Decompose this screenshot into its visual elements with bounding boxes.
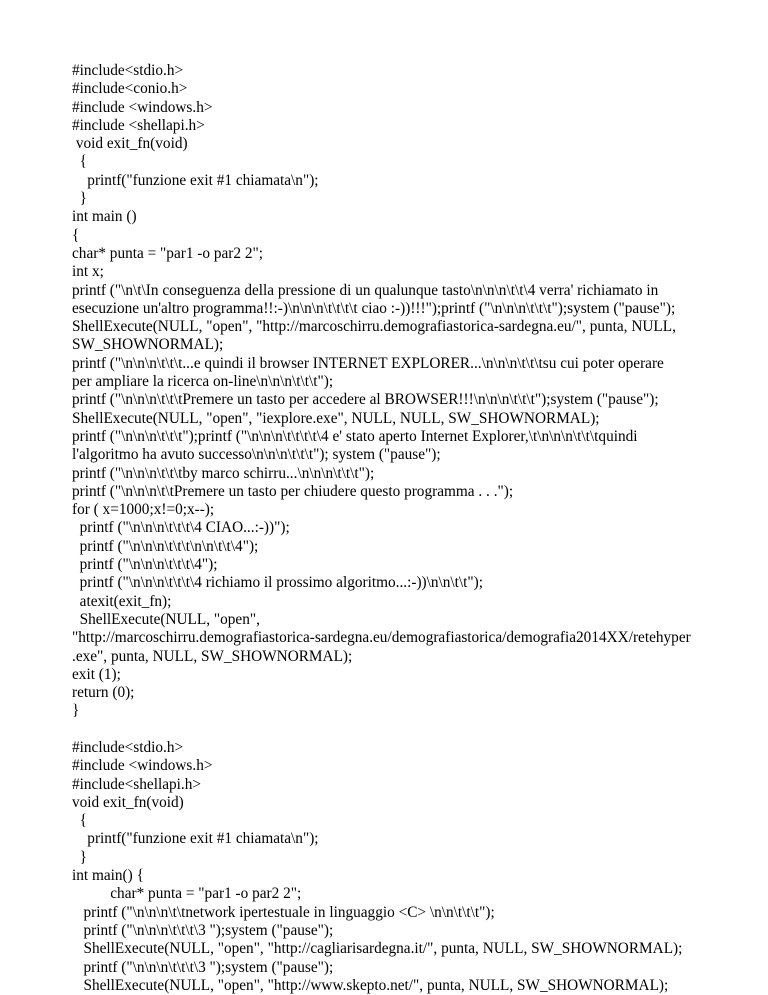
- code-line: char* punta = "par1 -o par2 2";: [72, 885, 302, 903]
- code-line: printf ("\n\n\n\t\t\t...e quindi il browser INTERNET EXPLORER...\n\n\n\t\t\tsu cui poter operare: [72, 354, 664, 372]
- code-line: printf("funzione exit #1 chiamata\n");: [72, 171, 319, 189]
- code-line: char* punta = "par1 -o par2 2";: [72, 244, 264, 262]
- code-line: printf ("\n\n\n\t\tPremere un tasto per chiudere questo programma . . .");: [72, 482, 514, 500]
- code-line: {: [72, 153, 87, 171]
- code-line: printf ("\n\n\n\t\t\t\4");: [72, 556, 218, 574]
- code-line: printf ("\n\n\n\t\t\t\n\n\t\t\4");: [72, 537, 259, 555]
- code-line: per ampliare la ricerca on-line\n\n\n\t\t\t");: [72, 373, 334, 391]
- code-line: {: [72, 226, 80, 244]
- code-line: [72, 721, 704, 739]
- code-line: l'algoritmo ha avuto successo\n\n\n\t\t\t"); system ("pause");: [72, 446, 441, 464]
- code-line: printf ("\n\n\n\t\t\tby marco schirru...\n\n\n\t\t\t");: [72, 464, 375, 482]
- code-line: void exit_fn(void): [72, 793, 184, 811]
- code-line: printf("funzione exit #1 chiamata\n");: [72, 830, 319, 848]
- code-line: for ( x=1000;x!=0;x--);: [72, 501, 215, 519]
- code-line: #include<conio.h>: [72, 80, 188, 98]
- code-line: ShellExecute(NULL, "open", "http://marcoschirru.demografiastorica-sardegna.eu/", punta, NULL,: [72, 318, 676, 336]
- code-line: return (0);: [72, 684, 135, 702]
- code-line: #include<shellapi.h>: [72, 775, 201, 793]
- code-line: SW_SHOWNORMAL);: [72, 336, 224, 354]
- code-line: #include <windows.h>: [72, 98, 213, 116]
- code-line: #include <shellapi.h>: [72, 116, 205, 134]
- code-line: ShellExecute(NULL, "open", "http://cagliarisardegna.it/", punta, NULL, SW_SHOWNORMAL);: [72, 940, 683, 958]
- code-line: #include<stdio.h>: [72, 738, 184, 756]
- code-line: int main() {: [72, 867, 144, 885]
- code-line: int x;: [72, 263, 104, 281]
- code-line: printf ("\n\n\n\t\t\tPremere un tasto per accedere al BROWSER!!!\n\n\n\t\t\t");system ("pause");: [72, 391, 659, 409]
- code-line: }: [72, 190, 87, 208]
- code-line: printf ("\n\n\n\t\t\t\3 ");system ("pause");: [72, 921, 334, 939]
- code-line: #include<stdio.h>: [72, 62, 184, 79]
- code-line: ShellExecute(NULL, "open", "iexplore.exe", NULL, NULL, SW_SHOWNORMAL);: [72, 409, 600, 427]
- code-line: }: [72, 702, 80, 720]
- code-line: ShellExecute(NULL, "open", "http://www.skepto.net/", punta, NULL, SW_SHOWNORMAL);: [72, 976, 669, 994]
- code-line: .exe", punta, NULL, SW_SHOWNORMAL);: [72, 647, 353, 665]
- code-line: esecuzione un'altro programma!!:-)\n\n\n\t\t\t\t ciao :-))!!!");printf ("\n\n\n\t\t\t");system ("pause");: [72, 299, 676, 317]
- code-line: ShellExecute(NULL, "open",: [72, 610, 260, 628]
- code-line: printf ("\n\n\n\t\t\t\4 CIAO...:-))");: [72, 519, 290, 537]
- code-line: }: [72, 848, 87, 866]
- code-line: printf ("\n\n\n\t\t\t\4 richiamo il prossimo algoritmo...:-))\n\n\t\t");: [72, 574, 484, 592]
- code-line: printf ("\n\n\n\t\tnetwork ipertestuale in linguaggio <C> \n\n\t\t\t");: [72, 903, 495, 921]
- code-line: printf ("\n\n\n\t\t\t\3 ");system ("pause");: [72, 958, 334, 976]
- code-line: atexit(exit_fn);: [72, 592, 172, 610]
- code-line: printf ("\n\t\In conseguenza della pressione di un qualunque tasto\n\n\n\t\t\4 verra' richiamato in: [72, 281, 659, 299]
- code-line: exit (1);: [72, 665, 121, 683]
- code-line: {: [72, 812, 87, 830]
- code-document: [72, 62, 704, 995]
- code-line: void exit_fn(void): [72, 135, 188, 153]
- code-line: "http://marcoschirru.demografiastorica-sardegna.eu/demografiastorica/demografia2014XX/retehyper: [72, 629, 691, 647]
- code-line: #include <windows.h>: [72, 757, 213, 775]
- code-line: printf ("\n\n\n\t\t\t");printf ("\n\n\n\t\t\t\t\4 e' stato aperto Internet Explorer,\t\n\n\n\t\t\tquindi: [72, 427, 638, 445]
- code-line: int main (): [72, 208, 137, 226]
